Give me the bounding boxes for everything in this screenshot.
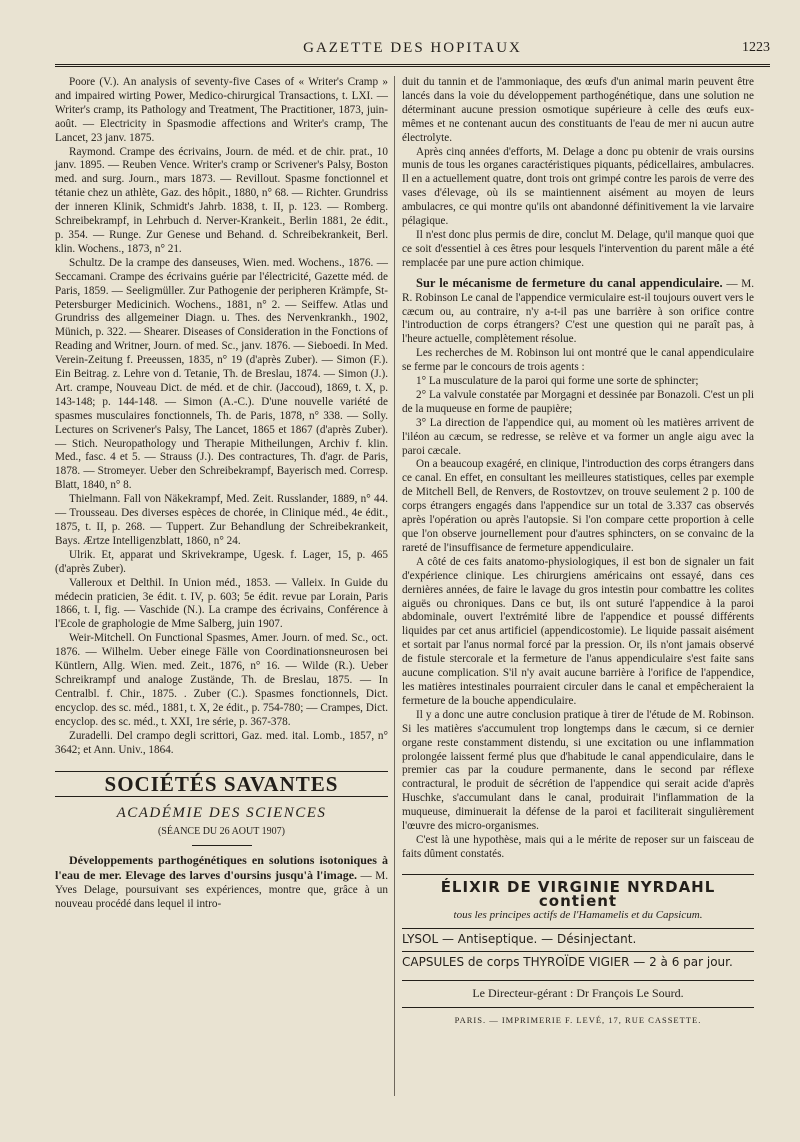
ad-capsules: CAPSULES de corps THYROÏDE VIGIER — 2 à 6 par jour. <box>402 951 754 974</box>
body-paragraph: Il n'est donc plus permis de dire, conclut M. Delage, qu'il manque quoi que ce soit d'essentiel à ces êtres pour lesquels l'intervention du parent mâle a été remplacée par une pure action chimique. <box>402 228 754 269</box>
body-paragraph: On a beaucoup exagéré, en clinique, l'introduction des corps étrangers dans ce canal. En effet, en consultant les meilleures statistiques, celles par exemple de Mitchell Bell, de Renvers, de Rostovtzev, on trouve seulement 2 p. 100 de corps étrangers engagés dans l'appendice sur un total de 3.337 cas observés après l'opération ou après l'autopsie. Si l'on compare cette proportion à celle que l'on observe journellement pour d'autres sphincters, on se convainc de la rareté de l'insuffisance de fermeture appendiculaire. <box>402 458 754 554</box>
ref-paragraph: Schultz. De la crampe des danseuses, Wien. med. Wochens., 1876. — Seccamani. Crampe des écrivains guérie par l'électricité, Gazette méd. de Paris, 1859. — Seeligmüller. Zur Pathogenie der peripheren Krämpfe, St-Petersburger Medicinich. Wochens., 1881, n° 2. — Seiffew. Atlas und Grundriss des allgemeiner Diagn. u. Thes. des Nervenkrankh., 1902, Münich, p. 322. — Shearer. Diseases of Consideration in the Fonctions of Reading and Writner, Journ. of med. Sc., janv. 1876. — Sieboedi. In Med. Verein-Zeitung f. Preeussen, 1835, n° 19 (d'après Zuber). — Simon (F.). Ein Beitrag. z. Lehre von d. Tetanie, Th. de Breslau, 1874. — Simon (J.). Art. crampe, Nouveau Dict. de méd. et de chir. (Jaccoud), 1869, t. X, p. 143-148; p. 144-148. — Simon (A.-C.). D'une nouvelle variété de spasmes musculaires fonctionnels, Th. de Paris, 1878, n° 338. — Solly. Lectures on Scrivener's Palsy, The Lancet, 1865 et 1867 (d'après Zuber). — Stich. Neuropathology und Therapie Mitheilungen, Archiv f. klin. Med., fasc. 4 et 5. — Strauss (J.). Des contractures, Th. d'agr. de Paris, 1878. — Stromeyer. Ueber den Schreibekrampf, Bayerisch med. Corresp. Blatt, 1840, n° 8. <box>55 256 388 492</box>
ref-paragraph: Zuradelli. Del crampo degli scrittori, Gaz. med. ital. Lomb., 1857, n° 3642; et Ann. Univ., 1864. <box>55 729 388 756</box>
academy-title: ACADÉMIE DES SCIENCES <box>116 805 327 822</box>
article-heading: Sur le mécanisme de fermeture du canal appendiculaire. <box>416 275 723 290</box>
article-intro: — M. R. Robinson Le canal de l'appendice vermiculaire est-il toujours ouvert vers le cæcum ou, au contraire, n'y a-t-il pas une barrière à son orifice contre l'introduction de corps étrangers? C'est une question qui ne paraît pas, à l'heure actuelle, complètement résolue. <box>402 277 755 346</box>
printer-line: PARIS. — IMPRIMERIE F. LEVÉ, 17, RUE CASSETTE. <box>454 1015 702 1026</box>
page-header <box>55 40 770 62</box>
ad-elixir-subtitle: tous les principes actifs de l'Hamamelis et du Capsicum. <box>453 908 703 921</box>
body-paragraph: 2° La valvule constatée par Morgagni et dessinée par Bonazoli. C'est un pli de la muqueuse en forme de paupière; <box>402 388 754 415</box>
divider <box>192 845 252 846</box>
right-column <box>402 76 754 1028</box>
session-date: (SÉANCE DU 26 AOUT 1907) <box>157 826 286 838</box>
left-column <box>55 76 388 912</box>
column-divider <box>394 76 395 1096</box>
advertisements <box>402 874 754 975</box>
director-line: Le Directeur-gérant : Dr François Le Sourd. <box>402 980 754 1008</box>
body-paragraph: Les recherches de M. Robinson lui ont montré que le canal appendiculaire se ferme par le concours de trois agents : <box>402 347 754 374</box>
session-paragraph <box>55 854 388 912</box>
page-number: 1223 <box>742 40 770 55</box>
body-paragraph: 3° La direction de l'appendice qui, au moment où les matières arrivent de l'iléon au cæcum, se redresse, se relève et va former un angle aigu avec la paroi cæcale. <box>402 416 754 457</box>
body-paragraph: A côté de ces faits anatomo-physiologiques, il est bon de signaler un fait d'expérience clinique. Les chirurgiens américains ont essayé, dans ces dernières années, de faire le lavage du gros intestin pour combattre les colites aiguës ou chroniques. Dans ce but, ils ont suturé l'appendice à la paroi abdominale, ouvert l'extrémité libre de l'appendice et poussé différents liquides par cet anus artificiel (appendicostomie). Le liquide passait aisément et sortait par l'anus normal forcé par la pression. Or, ils n'ont jamais observé de fistule stercorale et la fermeture de l'anus appendiculaire s'est faite sans aucune complication. S'il n'y avait aucune barrière à l'orifice de l'appendice, les matières intestinales pourraient circuler dans le canal et empêcheraient la fermeture de la bouche appendiculaire. <box>402 555 754 707</box>
ref-paragraph: Poore (V.). An analysis of seventy-five Cases of « Writer's Cramp » and impaired wirting Power, Medico-chirurgical Transactions, t. LXI. — Writer's cramp, its Pathology and Treatment, The Practitioner, 1873, juin-août. — Electricity in Spasmodie affections and Writer's cramp, The Lancet, 23 janv. 1875. <box>55 76 388 144</box>
body-paragraph: 1° La musculature de la paroi qui forme une sorte de sphincter; <box>416 375 699 388</box>
section-title-societes: SOCIÉTÉS SAVANTES <box>55 771 388 792</box>
ref-paragraph: Ulrik. Et, apparat und Skrivekrampe, Ugesk. f. Lager, 15, p. 465 (d'après Zuber). <box>55 548 388 575</box>
body-paragraph: Il y a donc une autre conclusion pratique à tirer de l'étude de M. Robinson. Si les matières s'accumulent trop longtemps dans le cæcum, si ce dernier organe reste constamment distendu, si une excitation ou une inflammation prolongée laissent fermé plus que d'habitude le canal appendiculaire, dans le premier cas par la coudure permanente, dans le second par réflexe contractural, le produit de sécrétion de l'appendice qui serait acide d'après Huschke, s'accumulant dans le canal, produirait l'inflammation de la muqueuse, diminuerait la défense de la paroi et faciliterait singulièrement l'œuvre des micro-organismes. <box>402 708 754 833</box>
ref-paragraph: Raymond. Crampe des écrivains, Journ. de méd. et de chir. prat., 10 janv. 1895. — Reuben Vence. Writer's cramp or Scrivener's Palsy, Boston med. and surg. Journ., mars 1873. — Revillout. Spasme fonctionnel et tétanie chez un athlète, Gaz. des hôpit., 1880, n° 68. — Richter. Grundriss der inneren Klinik, Schmidt's Jahrb. 1838, t. II, p. 123. — Romberg. Schreibekrampf, in Lehrbuch d. Nerver-Krankeit., Berlin 1881, 2e édit., p. 354. — Runge. Zur Genese und Behand. d. Schreibekrankeit, Berl. klin. Wochens., 1873, n° 21. <box>55 145 388 255</box>
ref-paragraph: Weir-Mitchell. On Functional Spasmes, Amer. Journ. of med. Sc., oct. 1876. — Wilhelm. Ueber einege Fälle von Coordinationsneurosen bei Küntlern, Allg. Wien. med. Zeit., 1876, n° 16. — Wilde (R.). Ueber Schreikrampf und analoge Zustände, Th. de Breslau, 1875. — In Centralbl. f. Chir., 1875. . Zuber (C.). Spasmes fonctionnels, Dict. encyclop. des sc. méd., 1881, t. X, 2e édit., p. 754-780; — Crampes, Dict. encyclop. des sc. méd., t. XXI, 1re série, p. 367-378. <box>55 632 388 728</box>
divider <box>55 796 388 797</box>
running-title: GAZETTE DES HOPITAUX <box>303 40 522 56</box>
body-paragraph: duit du tannin et de l'ammoniaque, des œufs d'un animal marin peuvent être lancés dans la voie du développement parthogénétique, dans une solution ne déterminant aucune pression osmotique supérieure à celle des œufs eux-mêmes et ne contenant aucun des constituants de l'eau de mer ni aucun autre électrolyte. <box>402 76 754 144</box>
session-title: Développements parthogénétiques en solutions isotoniques à l'eau de mer. Elevage des larves d'oursins jusqu'à l'image. <box>55 853 388 883</box>
session-text: — M. Yves Delage, poursuivant ses expériences, montre que, grâce à un nouveau procédé dans lequel il intro- <box>55 870 389 910</box>
bibliography <box>55 76 388 757</box>
body-paragraph: C'est là une hypothèse, mais qui a le mérite de reposer sur un faisceau de faits dûment constatés. <box>402 833 754 860</box>
ad-elixir: ÉLIXIR DE VIRGINIE NYRDAHL contient <box>440 877 716 910</box>
ad-lysol: LYSOL — Antiseptique. — Désinjectant. <box>402 928 754 951</box>
article-paragraph <box>402 277 754 348</box>
header-rule <box>55 64 770 67</box>
body-paragraph: Après cinq années d'efforts, M. Delage a donc pu obtenir de vrais oursins munis de tous les organes caractéristiques piquants, pédicellaires, ambulacres. Il en a actuellement quatre, dont trois ont grimpé contre les parois de verre des vases d'élevage, où ils se maintiennent aisément au moyen de leurs ambulacres, ce qui montre qu'ils ont abandonné définitivement la vie larvaire pélagique. <box>402 145 754 228</box>
ref-paragraph: Thielmann. Fall von Näkekrampf, Med. Zeit. Russlander, 1889, n° 44. — Trousseau. Des diverses espèces de chorée, in Clinique méd., 4e édit., 1875, t. II, p. 268. — Tuppert. Zur Behandlung der Schreibekrankeit, Bays. Ærtze Intelligenzblatt, 1860, n° 24. <box>55 493 388 547</box>
ref-paragraph: Valleroux et Delthil. In Union méd., 1853. — Valleix. In Guide du médecin praticien, 3e édit. t. IV, p. 603; 5e édit. revue par Lorain, Paris 1866, t. I, fig. — Vaschide (N.). La crampe des écrivains, Conférence à l'Ecole de graphologie de Mme Salberg, juin 1907. <box>55 576 388 631</box>
